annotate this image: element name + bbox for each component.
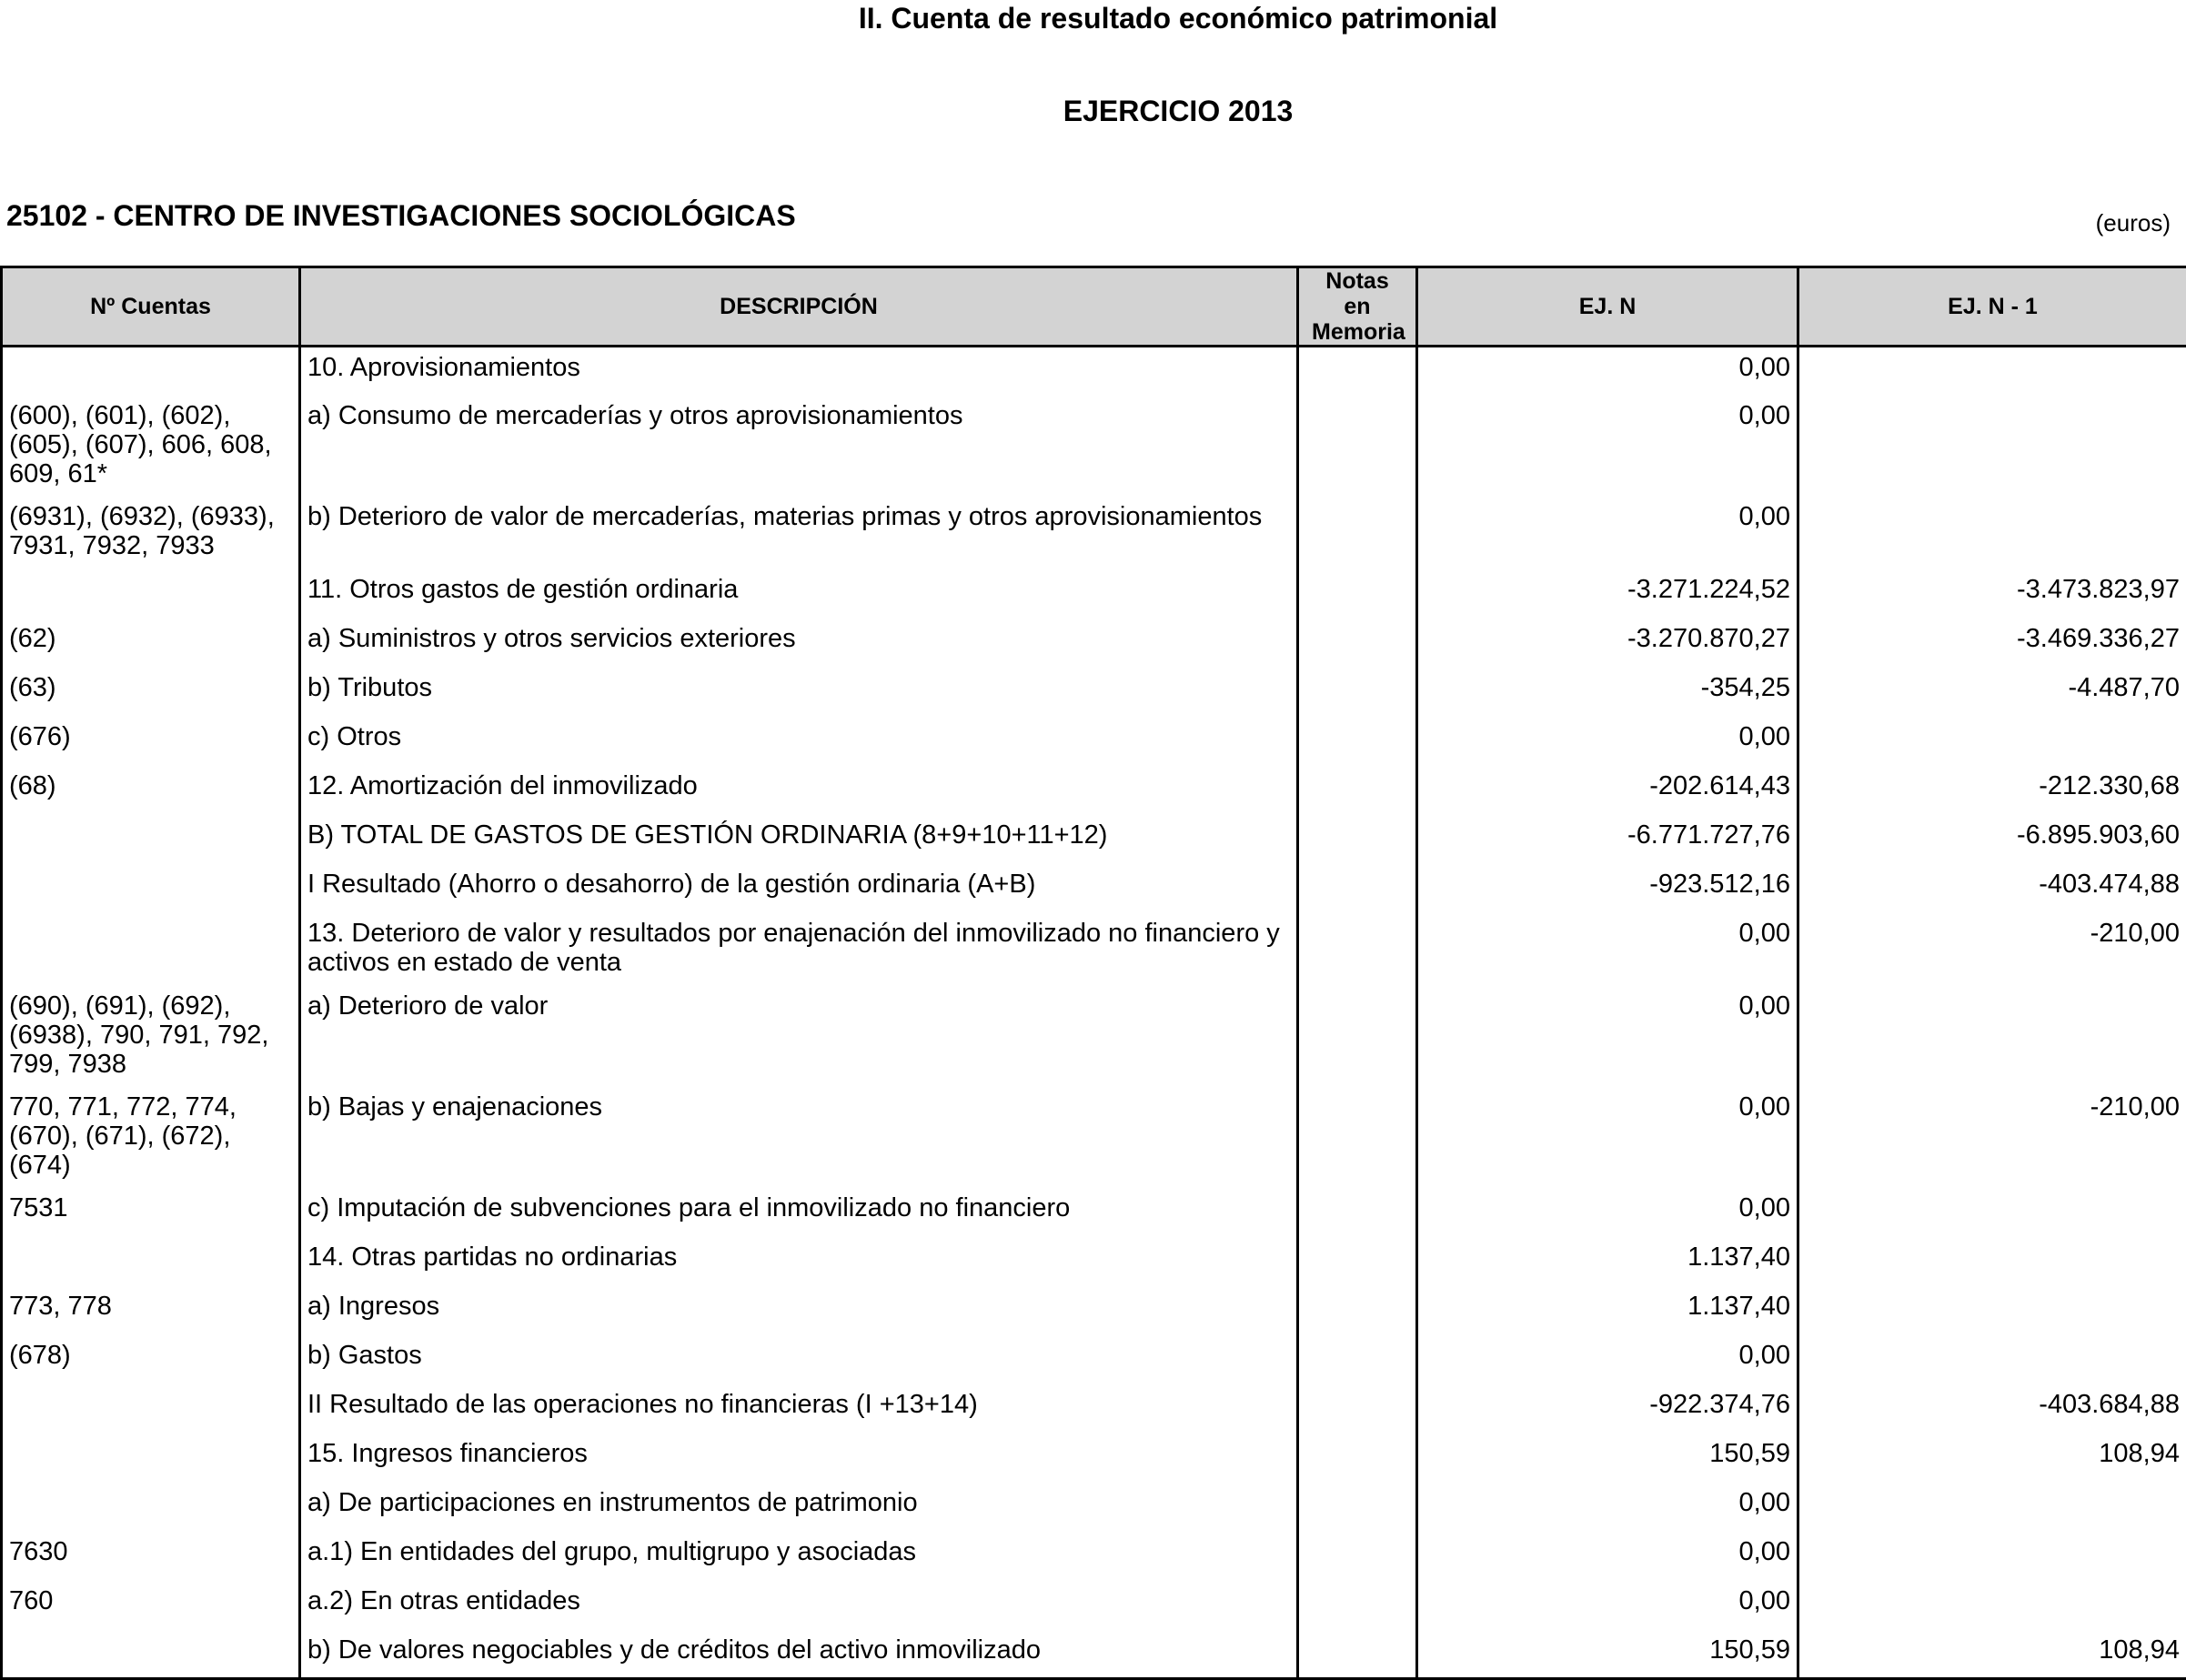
- previous-year-amount-cell: [1798, 1335, 2186, 1384]
- account-codes-cell: (62): [2, 619, 300, 668]
- current-year-amount-cell: 1.137,40: [1417, 1286, 1798, 1335]
- table-body: [2, 347, 2186, 1679]
- table-row: [2, 347, 2186, 396]
- table-row: [2, 986, 2186, 1087]
- description-cell: 10. Aprovisionamientos: [300, 347, 1298, 396]
- current-year-amount-cell: 150,59: [1417, 1434, 1798, 1483]
- table-row: [2, 1483, 2186, 1532]
- account-codes-cell: [2, 1384, 300, 1434]
- notes-cell: [1298, 815, 1417, 864]
- account-codes-cell: [2, 913, 300, 986]
- notes-cell: [1298, 1237, 1417, 1286]
- description-cell: I Resultado (Ahorro o desahorro) de la gestión ordinaria (A+B): [300, 864, 1298, 913]
- account-codes-cell: (676): [2, 717, 300, 766]
- description-cell: 15. Ingresos financieros: [300, 1434, 1298, 1483]
- table-row: [2, 497, 2186, 569]
- description-cell: 14. Otras partidas no ordinarias: [300, 1237, 1298, 1286]
- notes-cell: [1298, 1581, 1417, 1630]
- previous-year-amount-cell: [1798, 1581, 2186, 1630]
- notes-cell: [1298, 864, 1417, 913]
- previous-year-amount-cell: [1798, 497, 2186, 569]
- current-year-amount-cell: 150,59: [1417, 1630, 1798, 1679]
- notes-cell: [1298, 347, 1417, 396]
- notes-cell: [1298, 1630, 1417, 1679]
- description-cell: b) Bajas y enajenaciones: [300, 1087, 1298, 1188]
- column-header-notes: [1298, 267, 1417, 347]
- previous-year-amount-cell: [1798, 1532, 2186, 1581]
- table-row: [2, 1188, 2186, 1237]
- description-cell: a) Deterioro de valor: [300, 986, 1298, 1087]
- current-year-amount-cell: 0,00: [1417, 1581, 1798, 1630]
- notes-cell: [1298, 1434, 1417, 1483]
- current-year-amount-cell: 0,00: [1417, 717, 1798, 766]
- table-row: [2, 717, 2186, 766]
- income-statement-table: [0, 266, 2186, 1680]
- fiscal-year: EJERCICIO 2013: [0, 95, 2186, 128]
- previous-year-amount-cell: -3.469.336,27: [1798, 619, 2186, 668]
- table-row: [2, 815, 2186, 864]
- description-cell: 12. Amortización del inmovilizado: [300, 766, 1298, 815]
- previous-year-amount-cell: -212.330,68: [1798, 766, 2186, 815]
- current-year-amount-cell: -3.270.870,27: [1417, 619, 1798, 668]
- account-codes-cell: (6931), (6932), (6933), 7931, 7932, 7933: [2, 497, 300, 569]
- notes-cell: [1298, 986, 1417, 1087]
- previous-year-amount-cell: -210,00: [1798, 1087, 2186, 1188]
- currency-units: (euros): [2096, 209, 2171, 237]
- account-codes-cell: [2, 347, 300, 396]
- current-year-amount-cell: 0,00: [1417, 913, 1798, 986]
- table-row: [2, 1532, 2186, 1581]
- notes-cell: [1298, 1384, 1417, 1434]
- account-codes-cell: [2, 864, 300, 913]
- previous-year-amount-cell: -403.684,88: [1798, 1384, 2186, 1434]
- current-year-amount-cell: 0,00: [1417, 1087, 1798, 1188]
- notes-cell: [1298, 717, 1417, 766]
- previous-year-amount-cell: 108,94: [1798, 1630, 2186, 1679]
- table-row: [2, 1237, 2186, 1286]
- description-cell: 11. Otros gastos de gestión ordinaria: [300, 569, 1298, 619]
- current-year-amount-cell: 0,00: [1417, 1483, 1798, 1532]
- account-codes-cell: 760: [2, 1581, 300, 1630]
- previous-year-amount-cell: [1798, 396, 2186, 497]
- current-year-amount-cell: 0,00: [1417, 986, 1798, 1087]
- notes-cell: [1298, 619, 1417, 668]
- account-codes-cell: [2, 815, 300, 864]
- account-codes-cell: 7531: [2, 1188, 300, 1237]
- table-row: [2, 396, 2186, 497]
- previous-year-amount-cell: -4.487,70: [1798, 668, 2186, 717]
- account-codes-cell: (600), (601), (602), (605), (607), 606, 608, 609, 61*: [2, 396, 300, 497]
- account-codes-cell: 770, 771, 772, 774, (670), (671), (672), (674): [2, 1087, 300, 1188]
- description-cell: a.2) En otras entidades: [300, 1581, 1298, 1630]
- notes-cell: [1298, 1188, 1417, 1237]
- current-year-amount-cell: 0,00: [1417, 1335, 1798, 1384]
- current-year-amount-cell: -354,25: [1417, 668, 1798, 717]
- column-header-current-year: EJ. N: [1417, 267, 1798, 347]
- previous-year-amount-cell: -403.474,88: [1798, 864, 2186, 913]
- description-cell: a.1) En entidades del grupo, multigrupo y asociadas: [300, 1532, 1298, 1581]
- previous-year-amount-cell: [1798, 347, 2186, 396]
- table-header-row: [2, 267, 2186, 347]
- account-codes-cell: [2, 1434, 300, 1483]
- description-cell: B) TOTAL DE GASTOS DE GESTIÓN ORDINARIA (8+9+10+11+12): [300, 815, 1298, 864]
- description-cell: a) Consumo de mercaderías y otros aprovisionamientos: [300, 396, 1298, 497]
- current-year-amount-cell: -923.512,16: [1417, 864, 1798, 913]
- table-row: [2, 1335, 2186, 1384]
- description-cell: c) Otros: [300, 717, 1298, 766]
- column-header-accounts: Nº Cuentas: [2, 267, 300, 347]
- notes-cell: [1298, 396, 1417, 497]
- current-year-amount-cell: 0,00: [1417, 1188, 1798, 1237]
- notes-cell: [1298, 913, 1417, 986]
- column-header-description: DESCRIPCIÓN: [300, 267, 1298, 347]
- table-row: [2, 569, 2186, 619]
- notes-cell: [1298, 1532, 1417, 1581]
- description-cell: b) Gastos: [300, 1335, 1298, 1384]
- description-cell: a) Suministros y otros servicios exteriores: [300, 619, 1298, 668]
- previous-year-amount-cell: -6.895.903,60: [1798, 815, 2186, 864]
- table-row: [2, 913, 2186, 986]
- previous-year-amount-cell: -210,00: [1798, 913, 2186, 986]
- description-cell: a) Ingresos: [300, 1286, 1298, 1335]
- description-cell: c) Imputación de subvenciones para el inmovilizado no financiero: [300, 1188, 1298, 1237]
- previous-year-amount-cell: -3.473.823,97: [1798, 569, 2186, 619]
- notes-cell: [1298, 1087, 1417, 1188]
- current-year-amount-cell: -6.771.727,76: [1417, 815, 1798, 864]
- account-codes-cell: (68): [2, 766, 300, 815]
- current-year-amount-cell: 0,00: [1417, 347, 1798, 396]
- current-year-amount-cell: 0,00: [1417, 396, 1798, 497]
- previous-year-amount-cell: [1798, 1237, 2186, 1286]
- entity-name: 25102 - CENTRO DE INVESTIGACIONES SOCIOLÓGICAS: [6, 199, 796, 233]
- column-header-previous-year: EJ. N - 1: [1798, 267, 2186, 347]
- current-year-amount-cell: -922.374,76: [1417, 1384, 1798, 1434]
- description-cell: b) Tributos: [300, 668, 1298, 717]
- table-row: [2, 864, 2186, 913]
- notes-cell: [1298, 569, 1417, 619]
- previous-year-amount-cell: 108,94: [1798, 1434, 2186, 1483]
- notes-cell: [1298, 766, 1417, 815]
- table-row: [2, 1581, 2186, 1630]
- notes-cell: [1298, 1286, 1417, 1335]
- description-cell: b) Deterioro de valor de mercaderías, materias primas y otros aprovisionamientos: [300, 497, 1298, 569]
- account-codes-cell: [2, 1237, 300, 1286]
- account-codes-cell: 773, 778: [2, 1286, 300, 1335]
- account-codes-cell: 7630: [2, 1532, 300, 1581]
- current-year-amount-cell: -202.614,43: [1417, 766, 1798, 815]
- description-cell: b) De valores negociables y de créditos del activo inmovilizado: [300, 1630, 1298, 1679]
- account-codes-cell: [2, 1630, 300, 1679]
- table-row: [2, 1630, 2186, 1679]
- table-row: [2, 668, 2186, 717]
- account-codes-cell: (690), (691), (692), (6938), 790, 791, 792, 799, 7938: [2, 986, 300, 1087]
- table-row: [2, 1087, 2186, 1188]
- account-codes-cell: (678): [2, 1335, 300, 1384]
- table-row: [2, 1384, 2186, 1434]
- previous-year-amount-cell: [1798, 1286, 2186, 1335]
- table-row: [2, 1286, 2186, 1335]
- previous-year-amount-cell: [1798, 1483, 2186, 1532]
- current-year-amount-cell: 1.137,40: [1417, 1237, 1798, 1286]
- column-header-notes-label: Notas en Memoria: [1312, 268, 1403, 345]
- report-title: II. Cuenta de resultado económico patrimonial: [0, 2, 2186, 35]
- previous-year-amount-cell: [1798, 986, 2186, 1087]
- description-cell: II Resultado de las operaciones no financieras (I +13+14): [300, 1384, 1298, 1434]
- account-codes-cell: (63): [2, 668, 300, 717]
- account-codes-cell: [2, 569, 300, 619]
- previous-year-amount-cell: [1798, 1188, 2186, 1237]
- table-row: [2, 766, 2186, 815]
- notes-cell: [1298, 497, 1417, 569]
- notes-cell: [1298, 1483, 1417, 1532]
- previous-year-amount-cell: [1798, 717, 2186, 766]
- current-year-amount-cell: -3.271.224,52: [1417, 569, 1798, 619]
- table-row: [2, 1434, 2186, 1483]
- current-year-amount-cell: 0,00: [1417, 497, 1798, 569]
- table-row: [2, 619, 2186, 668]
- notes-cell: [1298, 668, 1417, 717]
- description-cell: 13. Deterioro de valor y resultados por enajenación del inmovilizado no financiero y activos en estado de venta: [300, 913, 1298, 986]
- account-codes-cell: [2, 1483, 300, 1532]
- current-year-amount-cell: 0,00: [1417, 1532, 1798, 1581]
- description-cell: a) De participaciones en instrumentos de patrimonio: [300, 1483, 1298, 1532]
- notes-cell: [1298, 1335, 1417, 1384]
